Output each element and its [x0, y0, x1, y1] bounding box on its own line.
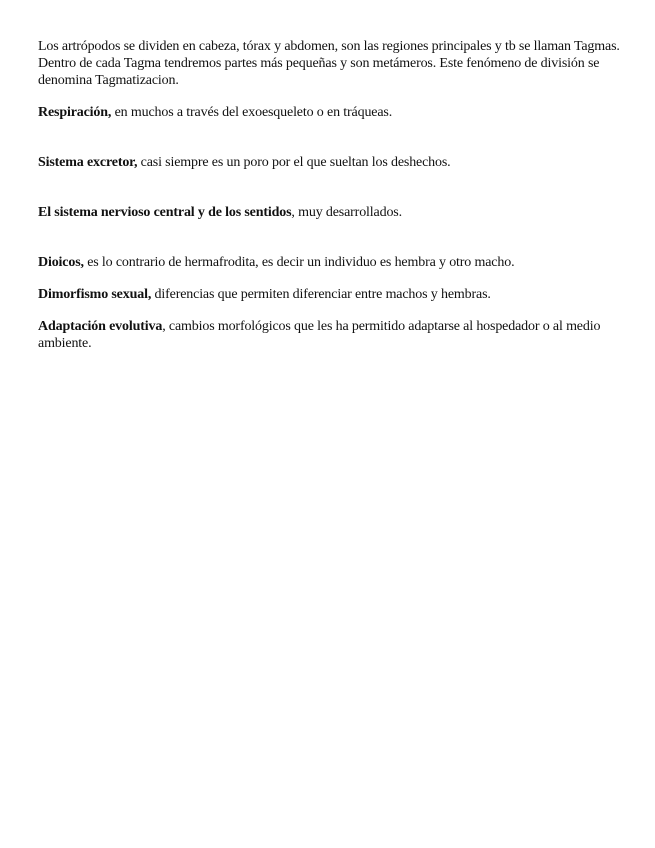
paragraph-dioicos [38, 254, 623, 271]
description-adaptacion-evolutiva: , cambios morfológicos que les ha permitido adaptarse al hospedador o al medio ambiente. [38, 319, 601, 351]
paragraph-sistema-excretor [38, 154, 623, 171]
term-dimorfismo-sexual: Dimorfismo sexual, [38, 287, 152, 302]
term-respiracion: Respiración, [38, 105, 112, 120]
document-page [38, 38, 623, 352]
description-dioicos: es lo contrario de hermafrodita, es decir un individuo es hembra y otro macho. [83, 255, 515, 270]
term-sistema-excretor: Sistema excretor, [38, 155, 138, 170]
paragraph-dimorfismo-sexual [38, 286, 623, 303]
description-sistema-nervioso: , muy desarrollados. [291, 205, 402, 220]
term-dioicos: Dioicos, [38, 255, 84, 270]
paragraph-sistema-nervioso [38, 204, 623, 221]
paragraph-adaptacion-evolutiva [38, 318, 623, 352]
description-respiracion: en muchos a través del exoesqueleto o en tráqueas. [111, 105, 393, 120]
term-adaptacion-evolutiva: Adaptación evolutiva [38, 319, 163, 334]
term-sistema-nervioso: El sistema nervioso central y de los sentidos [38, 205, 292, 220]
intro-paragraph: Los artrópodos se dividen en cabeza, tórax y abdomen, son las regiones principales y tb se llaman Tagmas. Dentro de cada Tagma tendremos partes más pequeñas y son metámeros. Este fenómeno de división se denomina Tagmatizacion. [38, 39, 620, 88]
description-sistema-excretor: casi siempre es un poro por el que sueltan los deshechos. [137, 155, 451, 170]
paragraph-respiracion [38, 104, 623, 121]
description-dimorfismo-sexual: diferencias que permiten diferenciar entre machos y hembras. [151, 287, 491, 302]
